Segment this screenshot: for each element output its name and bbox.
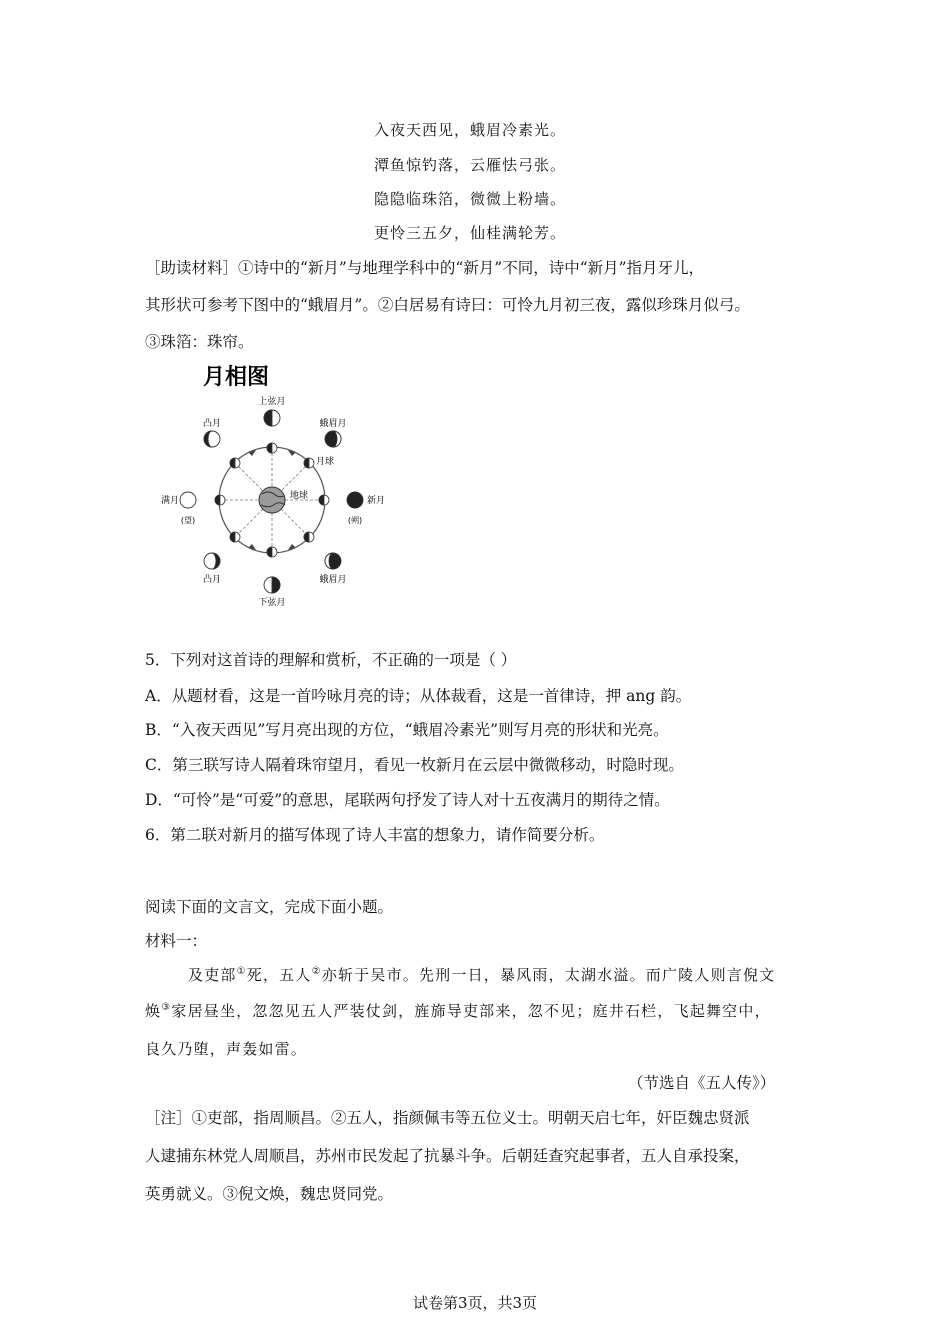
- note-line-3: 英勇就义。③倪文焕，魏忠贤同党。: [145, 1185, 394, 1203]
- source-citation: （节选自《五人传》）: [628, 1074, 776, 1092]
- crescent-moon-lower-icon: [325, 553, 341, 569]
- label-full-moon-sub: (望): [180, 516, 196, 525]
- third-quarter-moon-icon: [264, 577, 280, 593]
- option-a: A．从题材看，这是一首吟咏月亮的诗；从体裁看，这是一首律诗，押 ang 韵。: [145, 687, 692, 705]
- diagram-title: 月相图: [202, 365, 270, 390]
- label-third-quarter: 下弦月: [258, 598, 286, 608]
- label-new-moon: 新月: [366, 496, 386, 506]
- note-line-1: ［注］①吏部，指周顺昌。②五人，指颜佩韦等五位义士。明朝天启七年，奸臣魏忠贤派: [145, 1109, 750, 1127]
- aid-material-line-2: 其形状可参考下图中的“蛾眉月”。②白居易有诗曰：可怜九月初三夜，露似珍珠月似弓。: [145, 296, 750, 314]
- gibbous-moon-upper-icon: [204, 431, 220, 447]
- question-5: 5．下列对这首诗的理解和赏析，不正确的一项是（ ）: [145, 651, 517, 669]
- moon-phase-diagram: [148, 360, 398, 615]
- label-new-moon-sub: (朔): [347, 516, 363, 525]
- option-c: C．第三联写诗人隔着珠帘望月，看见一枚新月在云层中微微移动，时隐时现。: [145, 756, 684, 774]
- page-footer: 试卷第3页，共3页: [412, 1294, 538, 1312]
- first-quarter-moon-icon: [264, 410, 280, 426]
- label-gibbous-upper: 凸月: [202, 419, 222, 429]
- label-full-moon: 满月: [160, 496, 180, 506]
- classical-text-line-3: 良久乃堕，声轰如雷。: [145, 1040, 308, 1058]
- aid-material-line-3: ③珠箔：珠帘。: [145, 333, 254, 351]
- label-crescent-lower: 蛾眉月: [319, 575, 347, 585]
- poem-line-1: 入夜天西见，蛾眉冷素光。: [374, 121, 567, 139]
- poem-line-2: 潭鱼惊钓落，云雁怯弓张。: [374, 156, 567, 174]
- option-b: B．“入夜天西见”写月亮出现的方位，“蛾眉冷素光”则写月亮的形状和光亮。: [145, 721, 669, 739]
- earth-label: 地球: [290, 491, 309, 501]
- crescent-moon-upper-icon: [325, 431, 341, 447]
- earth-icon: [259, 487, 285, 513]
- classical-text-line-2: 焕③家居昼坐，忽忽见五人严装仗剑，旌旆导吏部来，忽不见；庭井石栏，飞起舞空中，: [145, 1002, 771, 1020]
- new-moon-icon: [347, 492, 363, 508]
- full-moon-icon: [180, 492, 196, 508]
- option-d: D．“可怜”是“可爱”的意思，尾联两句抒发了诗人对十五夜满月的期待之情。: [145, 791, 670, 809]
- material-label: 材料一：: [145, 932, 208, 950]
- moon-label: 月球: [316, 457, 335, 467]
- label-crescent-upper: 蛾眉月: [319, 419, 347, 429]
- label-first-quarter: 上弦月: [258, 397, 286, 407]
- classical-text-line-1: 及吏部①死，五人②亦斩于吴市。先刑一日，暴风雨，太湖水溢。而广陵人则言倪文: [188, 966, 776, 984]
- reading-intro: 阅读下面的文言文，完成下面小题。: [145, 898, 394, 916]
- question-6: 6．第二联对新月的描写体现了诗人丰富的想象力，请作简要分析。: [145, 826, 605, 844]
- gibbous-moon-lower-icon: [204, 553, 220, 569]
- aid-material-line-1: ［助读材料］①诗中的“新月”与地理学科中的“新月”不同，诗中“新月”指月牙儿，: [145, 259, 705, 277]
- label-gibbous-lower: 凸月: [202, 575, 222, 585]
- poem-line-3: 隐隐临珠箔，微微上粉墙。: [374, 190, 567, 208]
- poem-line-4: 更怜三五夕，仙桂满轮芳。: [374, 224, 567, 242]
- note-line-2: 人逮捕东林党人周顺昌，苏州市民发起了抗暴斗争。后朝廷查究起事者，五人自承投案，: [145, 1147, 750, 1165]
